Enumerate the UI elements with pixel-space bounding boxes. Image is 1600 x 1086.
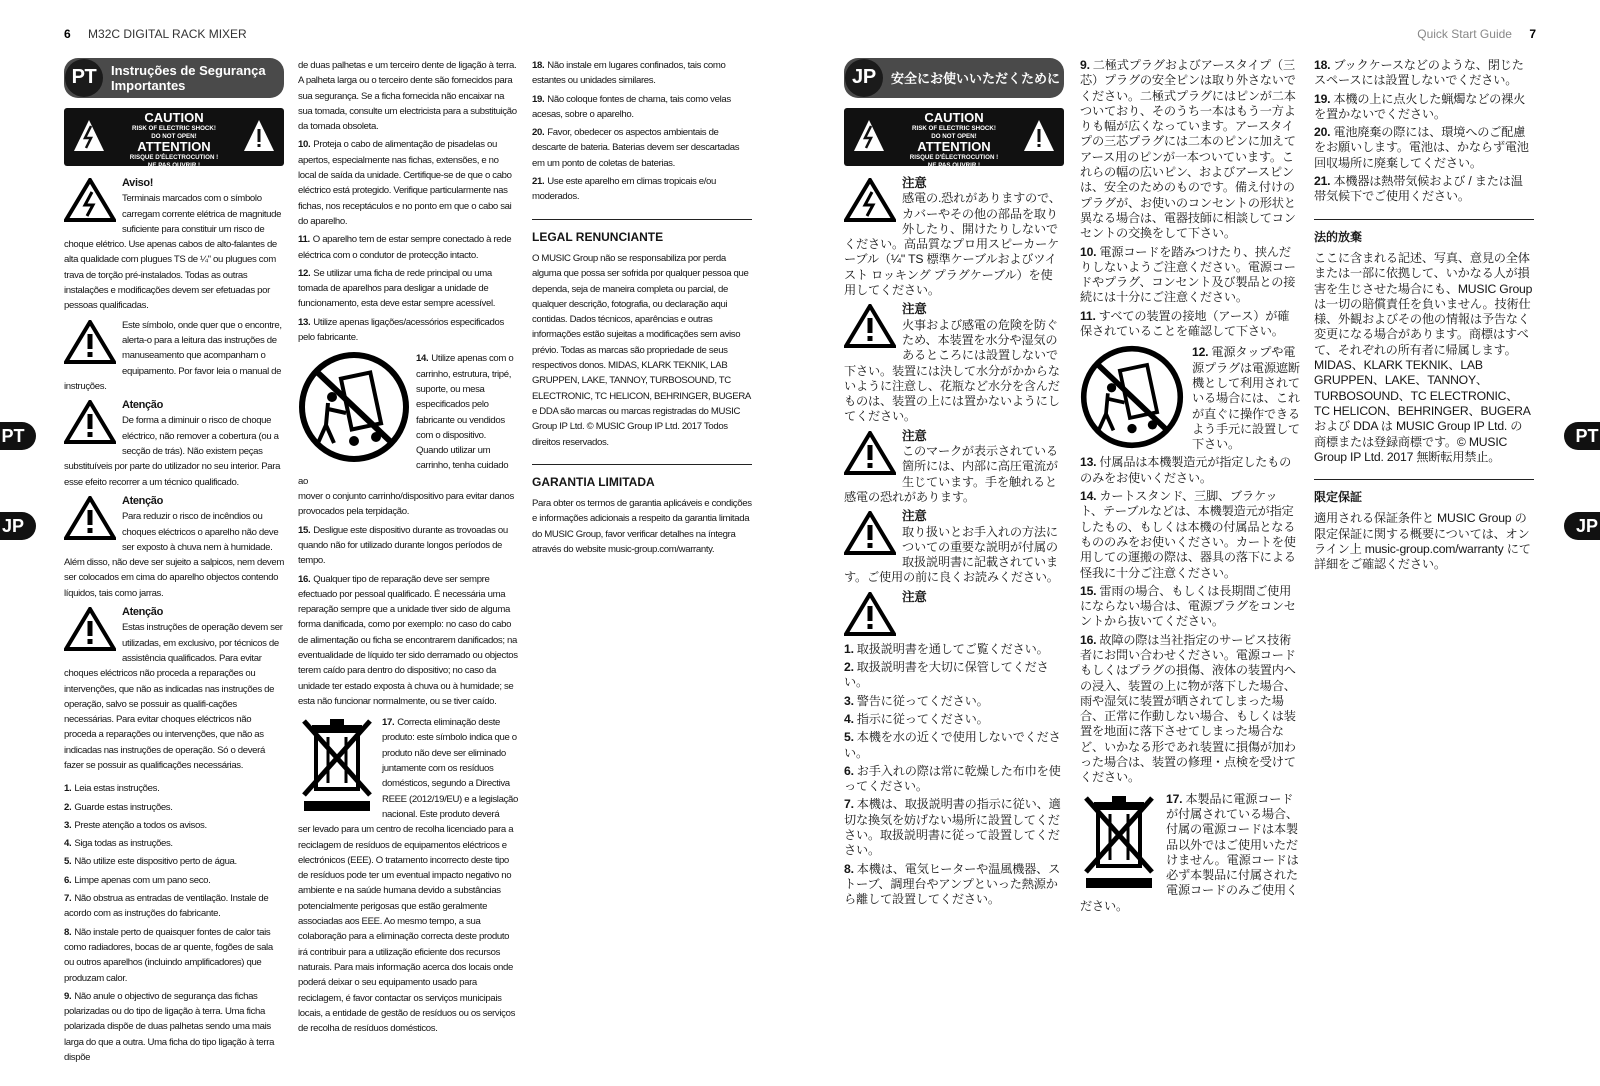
jp-warning-1: 注意 感電の.恐れがありますので、カバーやその他の部品を取り外したり、開けたりしないでください。高品質なプロ用スピーカーケーブル（¼" TS 標準ケーブルおよびツイスト ロッキング プラグケーブル）を使用してください。 <box>844 176 1061 298</box>
jp-item-17-text: 本製品に電源コードが付属されている場合、付属の電源コードは本製品以外ではご使用いただけません。電源コードは必ず本製品に付属された電源コードのみご使用ください。 <box>1080 791 1299 913</box>
shock-symbol-icon <box>64 178 116 222</box>
list-item: 10. Proteja o cabo de alimentação de pisadelas ou apertos, especialmente nas fichas, extensões, e no local de saída da unidade. Certifique-se de que o cabo eléctrico está protegido. Verifique particularmente nas fichas, nos receptáculos e no ponto em que o cabo sai do aparelho. <box>298 139 512 227</box>
list-item: 8. 本機は、電気ヒーターや温風機器、ストーブ、調理台やアンプといった熱源から離して設置してください。 <box>844 861 1061 907</box>
pt-title-line2: Importantes <box>111 78 186 93</box>
pt-column-2 <box>298 58 518 1036</box>
caution-banner <box>844 108 1064 169</box>
pt-atencao-3-title: Atenção <box>122 606 163 619</box>
cart-warning-icon <box>1080 345 1184 449</box>
list-item: 9. 二極式プラグおよびアースタイプ（三芯）プラグの安全ピンは取り外さないでください。二極式プラグにはピンが二本ついており、そのうち一本はもう一方よりも幅が広くなっています。アースタイプの三芯プラグには二本のピンに加えてアース用のピンが一本ついています。これらの幅の広いピン、およびアースピンは、安全のためのものです。備え付けのプラグが、お使いのコンセントの形状と異なる場合は、電器技師に相談してコンセントの交換をして下さい。 <box>1080 58 1296 241</box>
pt-item-17-text-a: Correcta eliminação deste produto: este símbolo indica que o produto não deve ser eliminado juntamente com os resíduos domésticos, segundo a Directiva REEE (2012/19/EU) e a legislação nacional. Este produto deverá <box>382 717 518 820</box>
jp-legal-heading: 法的放棄 <box>1314 229 1363 244</box>
list-item: 19. 本機の上に点火した蝋燭などの裸火を置かないでください。 <box>1314 91 1526 121</box>
pt-aviso-title: Aviso! <box>122 177 154 189</box>
jp-item-17: 17. 本製品に電源コードが付属されている場合、付属の電源コードは本製品以外ではご使用いただけません。電源コードは必ず本製品に付属された電源コードのみご使用ください。 <box>1080 791 1299 913</box>
jp-warranty-body: 適用される保証条件と MUSIC Group の限定保証に関する概要については、オンライン上 music-group.com/warranty にて詳細をご確認ください。 <box>1314 511 1531 572</box>
exclamation-symbol-icon <box>64 400 116 444</box>
pt-atencao-2-body: Para reduzir o risco de incêndios ou choques eléctricos o aparelho não deve ser exposto à chuva nem à humidade. Além disso, não deve ser sujeito a salpicos, nem devem ser colocados em cima do aparelho objectos contendo líquidos, tais como jarras. <box>64 511 284 599</box>
list-item: 16. Qualquer tipo de reparação deve ser sempre efectuado por pessoal qualificado. É necessária uma reparação sempre que a unidade tiver sido de alguma forma danificada, como por exemplo: no caso do cabo de alimentação ou ficha se encontrarem danificados; na eventualidade de líquido ter sido derramado ou objectos terem caído para dentro do dispositivo; no caso da unidade ter estado exposta à chuva ou à humidade; se esta não funcionar normalmente, ou se tiver caído. <box>298 573 518 707</box>
jp-item-12-text: 電源タップや電源プラグは電源遮断機として利用されている場合には、これが直ぐに操作できるよう手元に設置して下さい。 <box>1192 345 1300 452</box>
pt-warranty-body: Para obter os termos de garantia aplicáveis e condições e informações adicionais a respeito da garantia limitada do MUSIC Group, favor verificar detalhes na íntegra através do website music-group.com/warranty. <box>532 498 752 556</box>
jp-item-12: 12. 電源タップや電源プラグは電源遮断機として利用されている場合には、これが直ぐに操作できるよう手元に設置して下さい。 <box>1080 345 1300 452</box>
list-item: 13. Utilize apenas ligações/acessórios especificados pelo fabricante. <box>298 316 504 344</box>
right-page-number: 7 <box>1529 27 1536 41</box>
tab-jp-right[interactable]: JP <box>1564 512 1600 540</box>
list-item: 4. Siga todas as instruções. <box>64 838 173 850</box>
right-page-title: Quick Start Guide <box>1417 27 1512 41</box>
jp-instructions-list-a <box>844 642 1064 908</box>
list-item: 9. Não anule o objectivo de segurança das fichas polarizadas ou do tipo de ligação à terra. Uma ficha polarizada dispõe de duas palhetas sendo uma mais larga do que a outra. Uma ficha do tipo ligação à terra dispõe <box>64 990 275 1064</box>
list-item: 13. 付属品は本機製造元が指定したもののみをお使いください。 <box>1080 455 1292 485</box>
jp-section-header <box>844 58 1064 98</box>
list-item: 18. Não instale em lugares confinados, tais como estantes ou unidades similares. <box>532 60 726 87</box>
list-item: 10. 電源コードを踏みつけたり、挟んだりしないようご注意ください。電源コードやプラグ、コンセント及び製品との接続には十分にご注意ください。 <box>1080 244 1296 305</box>
pt-atencao-2-title: Atenção <box>122 494 163 507</box>
exclamation-symbol-icon <box>844 592 896 636</box>
jp-warranty-heading: 限定保証 <box>1314 490 1363 505</box>
pt-item-14: 14. Utilize apenas com o carrinho, estrutura, tripé, suporte, ou mesa especificados pelo fabricante ou vendidos com o dispositivo. Quando utilizar um carrinho, tenha cuidado ao mover o conjunto carrinho/dispositivo para evitar danos provocados pela terpidação. <box>298 351 518 519</box>
pt-atencao-1-title: Atenção <box>122 399 163 412</box>
shock-symbol-icon <box>844 178 896 222</box>
divider <box>1314 219 1534 220</box>
pt-item-14-text-b: mover o conjunto carrinho/dispositivo para evitar danos provocados pela terpidação. <box>298 491 514 518</box>
list-item: 21. Use este aparelho em climas tropicais e/ou moderados. <box>532 176 717 203</box>
list-item: 19. Não coloque fontes de chama, tais como velas acesas, sobre o aparelho. <box>532 93 731 120</box>
list-item: 4. 指示に従ってください。 <box>844 711 989 726</box>
pt-item-17-text-b: ser levado para um centro de recolha licenciado para a reciclagem de resíduos de equipamentos eléctricos e electrónicos (EEE). O tratamento incorrecto deste tipo de resíduos pode ter um eventual impacto negativo no ambiente e na saúde humana devido a substâncias potencialmente perigosas que estão geralmente associadas aos EEE. Ao mesmo tempo, a sua colaboração para a eliminação correcta deste produto irá contribuir para a utilização eficiente dos recursos naturais. Para mais informação acerca dos locais onde poderá deixar o seu equipamento usado para reciclagem, é favor contactar os serviços municipais locais, a entidade de gestão de resíduos ou os serviços de recolha de resíduos domésticos. <box>298 824 516 1035</box>
exclamation-warning-icon <box>242 118 276 154</box>
pt-column-1 <box>64 58 284 1068</box>
left-page-title: M32C DIGITAL RACK MIXER <box>88 27 247 41</box>
tab-jp-left[interactable]: JP <box>0 512 36 540</box>
exclamation-symbol-icon <box>844 304 896 348</box>
list-item: 7. Não obstrua as entradas de ventilação. Instale de acordo com as instruções do fabricante. <box>64 893 269 920</box>
pt-title-line1: Instruções de Segurança <box>111 63 266 78</box>
pt-item-17: 17. Correcta eliminação deste produto: este símbolo indica que o produto não deve ser eliminado juntamente com os resíduos domésticos, segundo a Directiva REEE (2012/19/EU) e a legislação nacional. Este produto deverá ser levado para um centro de recolha licenciado para a reciclagem de resíduos de equipamentos eléctricos e electrónicos (EEE). O tratamento incorrecto deste tipo de resíduos pode ter um eventual impacto negativo no ambiente e na saúde humana devido a substâncias potencialmente perigosas que estão geralmente associadas aos EEE. Ao mesmo tempo, a sua colaboração para a eliminação correcta deste produto irá contribuir para a utilização eficiente dos recursos naturais. Para mais informação acerca dos locais onde poderá deixar o seu equipamento usado para reciclagem, é favor contactar os serviços municipais locais, a entidade de gestão de resíduos ou os serviços de recolha de resíduos domésticos. <box>298 715 518 1036</box>
jp-warning-2: 注意 火事および感電の危険を防ぐため、本装置を水分や湿気のあるところには設置しないで下さい。装置には決して水分がかからないように注意し、花瓶など水分を含んだものは、装置の上には置かないようにしてください。 <box>844 302 1060 424</box>
list-item: 5. 本機を水の近くで使用しないでください。 <box>844 730 1061 760</box>
pt-item-9-continued: de duas palhetas e um terceiro dente de ligação à terra. A palheta larga ou o terceiro dente são fornecidos para sua segurança. Se a ficha fornecida não encaixar na sua tomada, consulte um electricista para a substituição da tomada obsoleta. <box>298 60 517 133</box>
divider <box>532 219 752 220</box>
pt-aviso-block <box>64 176 284 314</box>
list-item: 6. Limpe apenas com um pano seco. <box>64 874 211 886</box>
caution-text: CAUTION RISK OF ELECTRIC SHOCK! DO NOT OPEN! ATTENTION RISQUE D'ÉLECTROCUTION ! NE PAS OUVRIR ! <box>909 110 999 169</box>
list-item: 1. Leia estas instruções. <box>64 783 160 795</box>
jp-warning-4: 注意 取り扱いとお手入れの方法についての重要な説明が付属の取扱説明書に記載されています。ご使用の前に良くお読みください。 <box>844 509 1059 585</box>
list-item: 14. カートスタンド、三脚、ブラケット、テーブルなどは、本機製造元が指定したもの、もしくは本機の付属品となるもののみをお使いください。カートを使用しての運搬の際は、器具の落下による怪我に十分ご注意ください。 <box>1080 489 1296 580</box>
list-item: 21. 本機器は熱帯気候および / または温帯気候下でご使用ください。 <box>1314 174 1523 204</box>
pt-item-14-text-a: Utilize apenas com o carrinho, estrutura, tripé, suporte, ou mesa especificados pelo fabricante ou vendidos com o dispositivo. Quando utilizar um carrinho, tenha cuidado ao <box>298 353 514 487</box>
divider <box>532 464 752 465</box>
jp-column-3 <box>1314 58 1534 576</box>
pt-section-title <box>111 63 266 93</box>
jp-legal-body: ここに含まれる記述、写真、意見の全体または一部に依拠して、いかなる人が損害を生じさせた場合にも、MUSIC Group は一切の賠償責任を負いません。技術仕様、外観およびその他の情報は予告なく変更になる場合があります。商標はすべて、それぞれの所有者に帰属します。MIDAS、KLARK TEKNIK、LAB GRUPPEN、LAKE、TANNOY、TURBOSOUND、TC ELECTRONIC、TC HELICON、BEHRINGER、BUGERA および DDA は MUSIC Group IP Ltd. の商標または登録商標です。© MUSIC Group IP Ltd. 2017 無断転用禁止。 <box>1314 250 1533 464</box>
list-item: 11. すべての装置の接地（アース）が確保されていることを確認して下さい。 <box>1080 308 1290 339</box>
exclamation-symbol-icon <box>64 607 116 651</box>
list-item: 20. Favor, obedecer os aspectos ambientais de descarte de bateria. Baterias devem ser descartadas em um ponto de coletas de baterias. <box>532 127 740 169</box>
pt-manual-symbol-block <box>64 318 284 394</box>
pt-atencao-2 <box>64 494 284 601</box>
list-item: 15. 雷雨の場合、もしくは長期間ご使用にならない場合は、電源プラグをコンセントから抜いてください。 <box>1080 583 1296 629</box>
list-item: 8. Não instale perto de quaisquer fontes de calor tais como radiadores, bocas de ar quente, fogões de sala ou outros aparelhos (incluindo amplificadores) que produzam calor. <box>64 926 273 984</box>
list-item: 12. Se utilizar uma ficha de rede principal ou uma tomada de aparelhos para desligar a unidade de funcionamento, esta deve estar sempre acessível. <box>298 267 496 310</box>
exclamation-symbol-icon <box>64 320 116 364</box>
pt-atencao-3-body: Estas instruções de operação devem ser utilizadas, em exclusivo, por técnicos de assistência qualificados. Para evitar choques eléctricos não proceda a reparações ou intervenções, que não as indicadas nas instruções de operação, salvo se possuir as qualifi-cações necessárias. Para evitar choques eléctricos não proceda a reparações ou intervenções, que não as indicadas nas instruções de operação. Só o deverá fazer se possuir as qualificações necessárias. <box>64 622 283 771</box>
list-item: 5. Não utilize este dispositivo perto de água. <box>64 856 237 868</box>
pt-legal-body: O MUSIC Group não se responsabiliza por perda alguma que possa ser sofrida por qualquer pessoa que dependa, seja de maneira completa ou parcial, de qualquer descrição, fotografia, ou declaração aqui contidas. Dados técnicos, aparências e outras informações estão sujeitas a modificações sem aviso prévio. Todas as marcas são propriedade de seus respectivos donos. MIDAS, KLARK TEKNIK, LAB GRUPPEN, LAKE, TANNOY, TURBOSOUND, TC ELECTRONIC, TC HELICON, BEHRINGER, BUGERA e DDA são marcas ou marcas registradas do MUSIC Group IP Ltd. © MUSIC Group IP Ltd. 2017 Todos direitos reservados. <box>532 252 751 448</box>
pt-legal-heading: LEGAL RENUNCIANTE <box>532 229 664 244</box>
exclamation-symbol-icon <box>844 431 896 475</box>
jp-warning-5: 注意 <box>844 590 1064 636</box>
jp-warning-3: 注意 このマークが表示されている箇所には、内部に高圧電流が生じています。手を触れると感電の恐れがあります。 <box>844 428 1058 504</box>
left-page-number: 6 <box>64 27 71 41</box>
right-page-header <box>1417 27 1536 41</box>
list-item: 20. 電池廃棄の際には、環境へのご配慮をお願いします。電池は、かならず電池回収場所に廃棄してください。 <box>1314 125 1529 170</box>
list-item: 11. O aparelho tem de estar sempre conectado à rede eléctrica com o condutor de protecção intacto. <box>298 234 512 261</box>
pt-atencao-1 <box>64 398 284 490</box>
pt-atencao-3 <box>64 605 284 773</box>
list-item: 3. Preste atenção a todos os avisos. <box>64 819 207 831</box>
list-item: 6. お手入れの際は常に乾燥した布巾を使ってください。 <box>844 763 1061 794</box>
exclamation-symbol-icon <box>64 496 116 540</box>
exclamation-symbol-icon <box>844 511 896 555</box>
list-item: 18. ブックケースなどのような、閉じたスペースには設置しないでください。 <box>1314 58 1524 88</box>
pt-column-3 <box>532 58 752 560</box>
pt-section-header <box>64 58 284 98</box>
divider <box>1314 479 1534 480</box>
jp-section-title: 安全にお使いいただくために <box>891 70 1061 86</box>
list-item: 3. 警告に従ってください。 <box>844 693 989 708</box>
list-item: 7. 本機は、取扱説明書の指示に従い、適切な換気を妨げない場所に設置してください。取扱説明書に従って設置してください。 <box>844 797 1061 858</box>
list-item: 2. 取扱説明書を大切に保管してください。 <box>844 660 1049 690</box>
list-item: 15. Desligue este dispositivo durante as trovoadas ou quando não for utilizado durante longos períodos de tempo. <box>298 524 508 567</box>
list-item: 16. 故障の際は当社指定のサービス技術者にお問い合わせください。電源コードもしくはプラグの損傷、液体の装置内への浸入、装置の上に物が落下した場合、雨や湿気に装置が晒されてしまった場合、正常に作動しない場合、もしくは装置を地面に落下させてしまった場合など、いかなる形であれ装置に損傷が加わった場合は、装置の修理・点検を受けてください。 <box>1080 632 1296 785</box>
exclamation-warning-icon <box>1022 118 1056 154</box>
tab-pt-right[interactable]: PT <box>1564 422 1600 450</box>
left-page-header <box>64 27 247 41</box>
pt-instructions-list-a <box>64 781 284 1065</box>
pt-atencao-1-body: De forma a diminuir o risco de choque eléctrico, não remover a cobertura (ou a secção de trás). Não existem peças substituíveis por parte do utilizador no seu interior. Para esse efeito recorrer a um técnico qualificado. <box>64 415 281 488</box>
weee-bin-icon <box>1080 792 1158 890</box>
jp-column-2 <box>1080 58 1300 914</box>
list-item: 1. 取扱説明書を通してご覧ください。 <box>844 641 1049 656</box>
pt-aviso-body: Terminais marcados com o símbolo carregam corrente elétrica de magnitude suficiente para constituir um risco de choque elétrico. Use apenas cabos de alto-falantes de alta qualidade com plugues TS de ¼" ou plugues com trava de torção pré-instalados. Todas as outras instalações e modificações devem ser efetuadas por pessoas qualificadas. <box>64 193 282 312</box>
tab-pt-left[interactable]: PT <box>0 422 36 450</box>
weee-bin-icon <box>298 715 376 813</box>
list-item: 2. Guarde estas instruções. <box>64 801 173 813</box>
jp-language-badge: JP <box>845 59 883 97</box>
pt-manual-symbol-body: Este símbolo, onde quer que o encontre, alerta-o para a leitura das instruções de manuseamento que acompanham o equipamento. Por favor leia o manual de instruções. <box>64 319 282 392</box>
pt-language-badge: PT <box>65 59 103 97</box>
jp-column-1 <box>844 58 1064 910</box>
caution-banner <box>64 108 284 169</box>
cart-warning-icon <box>298 351 410 463</box>
pt-warranty-heading: GARANTIA LIMITADA <box>532 474 655 489</box>
caution-text: CAUTION RISK OF ELECTRIC SHOCK! DO NOT OPEN! ATTENTION RISQUE D'ÉLECTROCUTION ! NE PAS OUVRIR ! <box>129 110 219 169</box>
